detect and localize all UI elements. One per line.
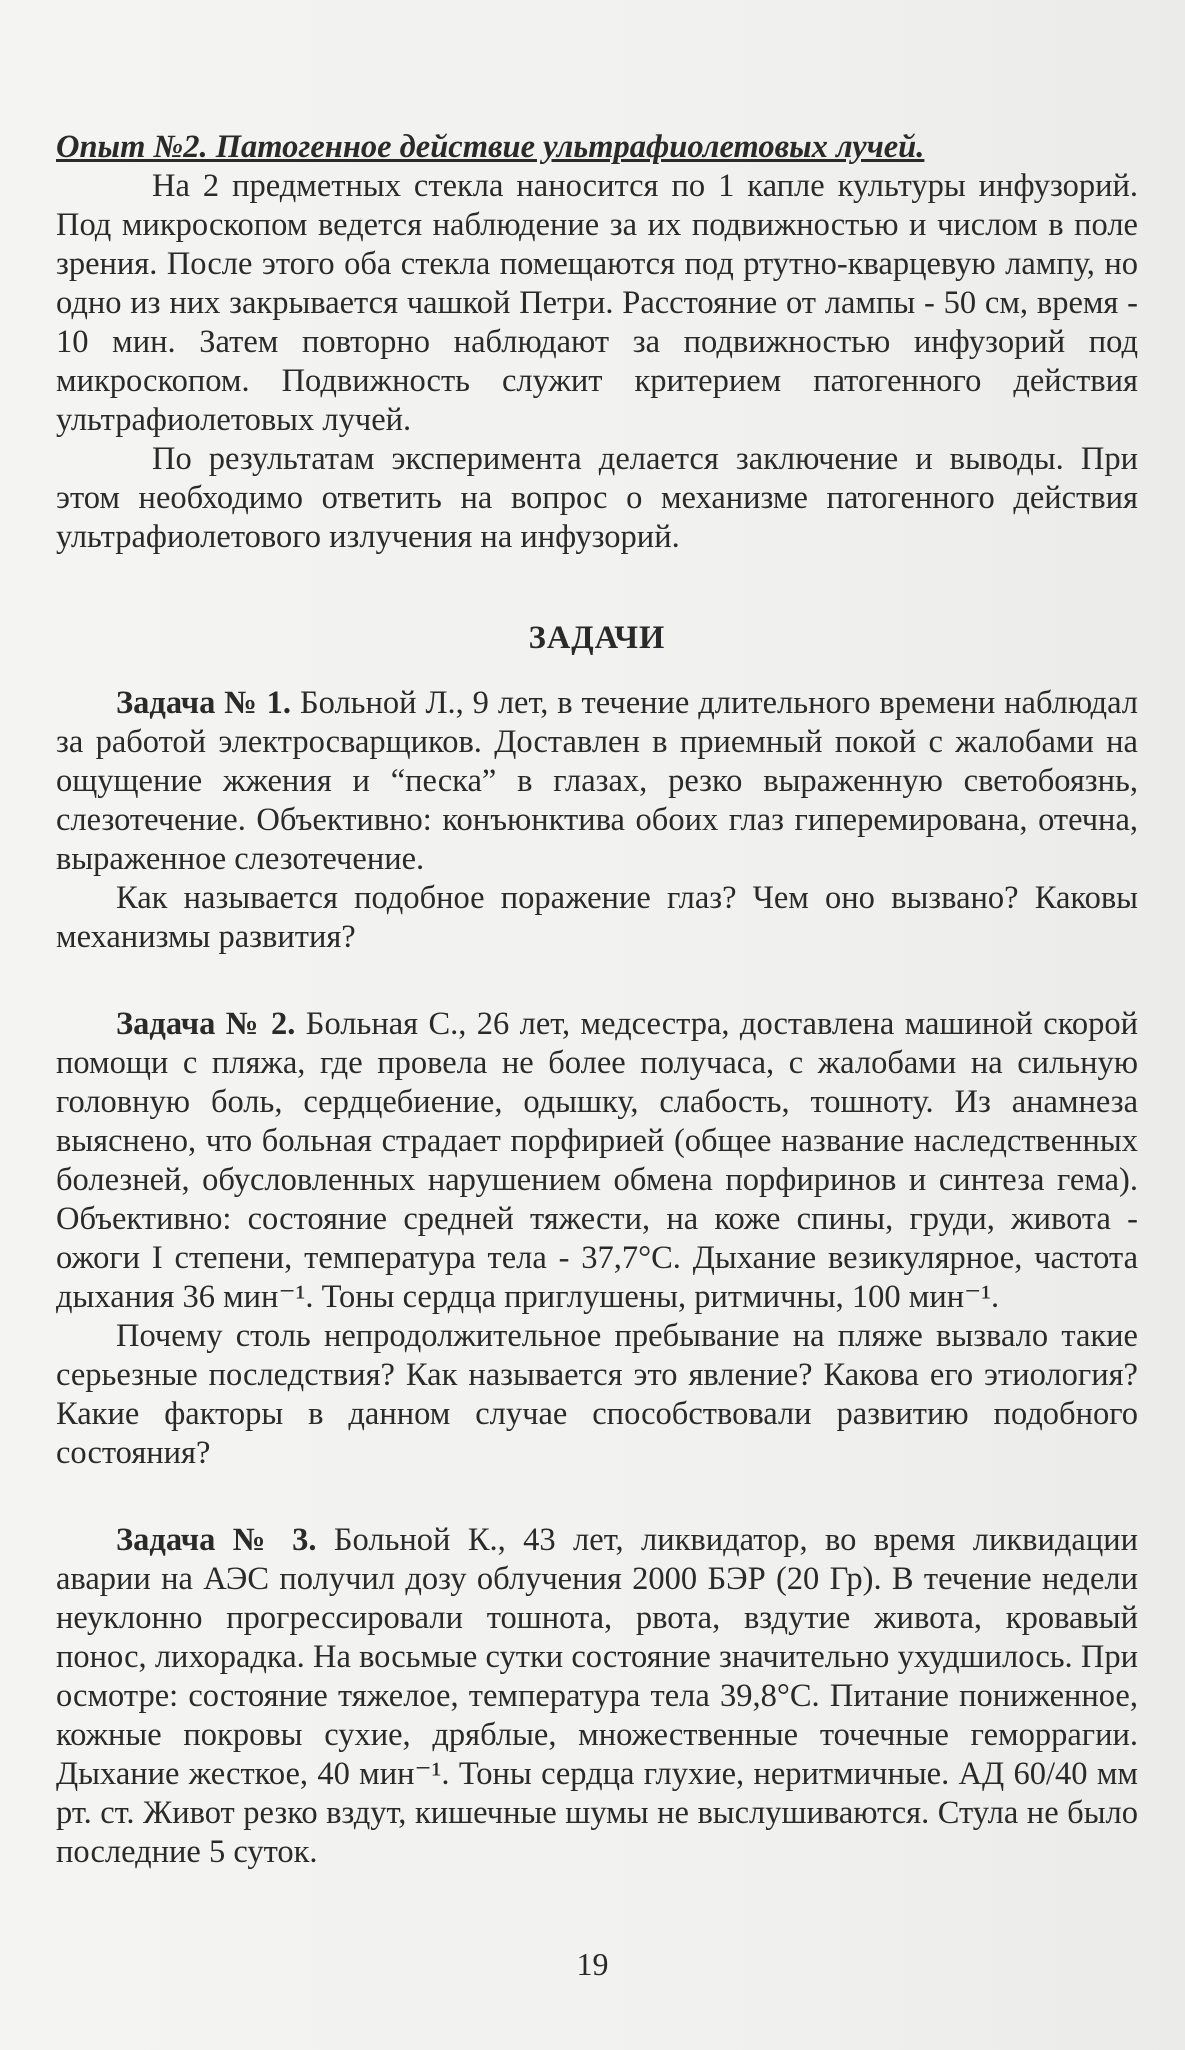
task-1-question: Как называется подобное поражение глаз? Чем оно вызвано? Каковы механизмы развития? <box>56 880 1138 955</box>
task-3-text: Больной К., 43 лет, ликвидатор, во время ликвидации аварии на АЭС получил дозу облучения 2000 БЭР (20 Гр). В течение недели неуклонно прогрессировали тошнота, рвота, вздутие живота, кровавый понос, лихорадка. На восьмые сутки состояние значительно ухудшилось. При осмотре: состояние тяжелое, температура тела 39,8°С. Питание пониженное, кожные покровы сухие, дряблые, множественные точечные геморрагии. Дыхание жесткое, 40 мин⁻¹. Тоны сердца глухие, неритмичные. АД 60/40 мм рт. ст. Живот резко вздут, кишечные шумы не выслушиваются. Стула не было последние 5 суток. <box>56 1522 1139 1870</box>
task-2-text: Больная С., 26 лет, медсестра, доставлена машиной скорой помощи с пляжа, где провела не более получаса, с жалобами на сильную головную боль, сердцебиение, одышку, слабость, тошноту. Из анамнеза выяснено, что больная страдает порфирией (общее название наследственных болезней, обусловленных нарушением обмена порфиринов и синтеза гема). Объективно: состояние средней тяжести, на коже спины, груди, живота - ожоги I степени, температура тела - 37,7°С. Дыхание везикулярное, частота дыхания 36 мин⁻¹. Тоны сердца приглушены, ритмичны, 100 мин⁻¹. <box>56 1006 1139 1315</box>
task-2-question: Почему столь непродолжительное пребывание на пляже вызвало такие серьезные последствия? Как называется это явление? Какова его этиология? Какие факторы в данном случае способствовали развитию подобного состояния? <box>56 1318 1138 1471</box>
spacer <box>56 1473 1138 1521</box>
task-2-body <box>56 1005 1138 1317</box>
experiment-paragraph-2: По результатам эксперимента делается заключение и выводы. При этом необходимо ответить на вопрос о механизме патогенного действия ультрафиолетового излучения на инфузорий. <box>56 441 1138 555</box>
page-number: 19 <box>576 1946 609 1982</box>
task-3-label: Задача № 3. <box>116 1522 317 1558</box>
section-title: ЗАДАЧИ <box>528 620 666 656</box>
task-3-body <box>56 1521 1138 1872</box>
task-1-text: Больной Л., 9 лет, в течение длительного времени наблюдал за работой электросварщиков. Доставлен в приемный покой с жалобами на ощущение жжения и “песка” в глазах, резко выраженную светобоязнь, слезотечение. Объективно: конъюнктива обоих глаз гиперемирована, отечна, выраженное слезотечение. <box>56 685 1138 877</box>
spacer <box>56 957 1138 1005</box>
task-2-label: Задача № 2. <box>116 1006 296 1042</box>
task-1-body <box>56 684 1138 879</box>
experiment-paragraph-1: На 2 предметных стекла наносится по 1 капле культуры инфузорий. Под микроскопом ведется наблюдение за их подвижностью и числом в поле зрения. После этого оба стекла помещаются под ртутно-кварцевую лампу, но одно из них закрывается чашкой Петри. Расстояние от лампы - 50 см, время - 10 мин. Затем повторно наблюдают за подвижностью инфузорий под микроскопом. Подвижность служит критерием патогенного действия ультрафиолетовых лучей. <box>56 168 1138 438</box>
page-content <box>56 128 1138 1872</box>
experiment-title: Опыт №2. Патогенное действие ультрафиолетовых лучей. <box>56 129 925 165</box>
task-1-label: Задача № 1. <box>116 685 292 721</box>
